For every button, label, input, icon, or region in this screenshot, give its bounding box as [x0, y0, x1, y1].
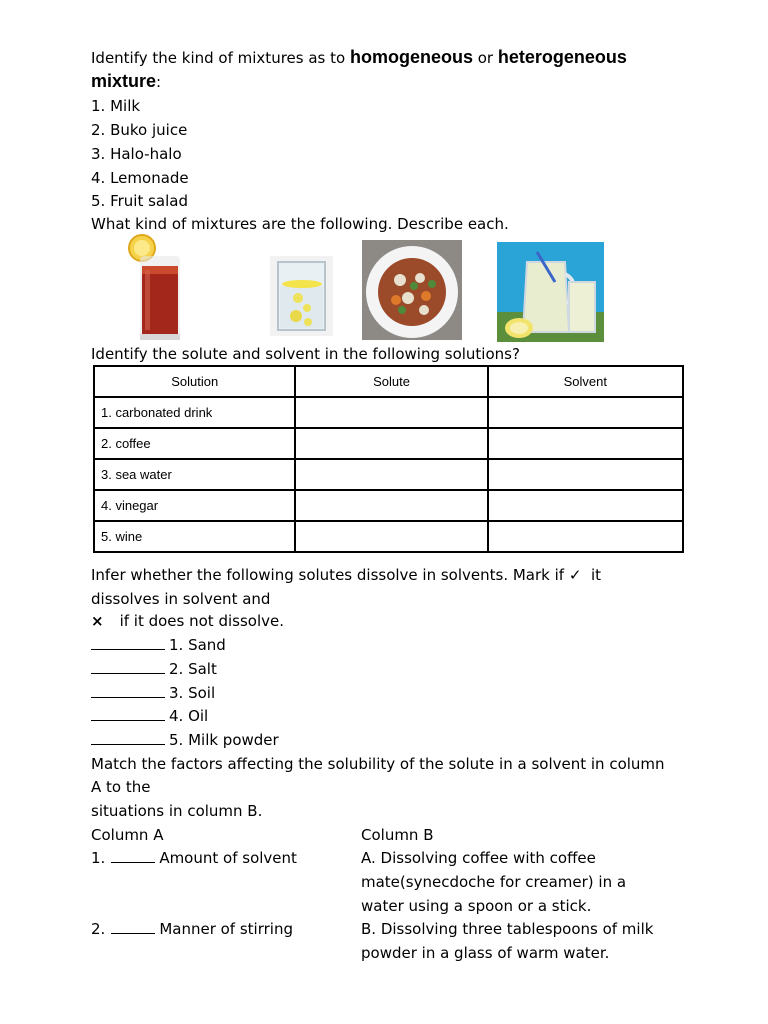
instruction-text: it — [581, 566, 602, 584]
table-row — [94, 490, 683, 521]
item-label: 3. Soil — [169, 684, 216, 702]
iced-tea-image — [126, 234, 184, 342]
item-label: 5. Milk powder — [169, 731, 279, 749]
column-a-item — [91, 848, 297, 868]
answer-blank[interactable] — [91, 706, 165, 721]
answer-blank[interactable] — [111, 848, 155, 863]
item-text-line: A. Dissolving coffee with coffee — [361, 849, 596, 867]
solvent-answer-cell[interactable] — [488, 490, 683, 521]
instruction-text: if it does not dissolve. — [119, 612, 284, 630]
header-solvent: Solvent — [488, 366, 683, 397]
solvent-answer-cell[interactable] — [488, 521, 683, 552]
section5-instruction-cont: A to the — [91, 778, 151, 796]
column-a-item — [91, 919, 293, 939]
answer-item — [91, 730, 279, 750]
answer-blank[interactable] — [91, 683, 165, 698]
section2-instruction: What kind of mixtures are the following. Describe each. — [91, 215, 509, 233]
oil-beaker-image — [270, 256, 333, 336]
solution-cell: 2. coffee — [94, 428, 295, 459]
header-solute: Solute — [295, 366, 487, 397]
or-word: or — [472, 49, 498, 67]
solution-cell: 5. wine — [94, 521, 295, 552]
table-row — [94, 428, 683, 459]
solution-cell: 1. carbonated drink — [94, 397, 295, 428]
table-row — [94, 459, 683, 490]
section4-instruction — [91, 565, 601, 585]
solvent-answer-cell[interactable] — [488, 428, 683, 459]
section3-instruction: Identify the solute and solvent in the following solutions? — [91, 345, 520, 363]
answer-item — [91, 635, 226, 655]
list-item: 1. Milk — [91, 97, 141, 115]
item-label: Manner of stirring — [159, 920, 293, 938]
list-item: 3. Halo-halo — [91, 145, 182, 163]
item-label: 1. Sand — [169, 636, 226, 654]
item-label: 4. Oil — [169, 707, 209, 725]
answer-item — [91, 706, 208, 726]
solute-answer-cell[interactable] — [295, 459, 487, 490]
answer-blank[interactable] — [91, 730, 165, 745]
item-text-line: water using a spoon or a stick. — [361, 897, 592, 915]
answer-item — [91, 659, 217, 679]
cross-mark-icon: × — [91, 612, 104, 630]
table-row — [94, 521, 683, 552]
column-b-item — [361, 846, 626, 918]
section4-instruction-cont — [91, 611, 284, 631]
solvent-answer-cell[interactable] — [488, 397, 683, 428]
item-text-line: mate(synecdoche for creamer) in a — [361, 873, 627, 891]
section4-instruction-cont: dissolves in solvent and — [91, 590, 271, 608]
solute-answer-cell[interactable] — [295, 397, 487, 428]
solute-answer-cell[interactable] — [295, 490, 487, 521]
section1-instruction — [91, 47, 627, 68]
list-item: 2. Buko juice — [91, 121, 188, 139]
instruction-text: Identify the kind of mixtures as to — [91, 49, 350, 67]
section1-instruction-cont — [91, 71, 161, 92]
item-number: 2. — [91, 920, 106, 938]
column-a-header: Column A — [91, 826, 164, 844]
solute-answer-cell[interactable] — [295, 428, 487, 459]
item-label: Amount of solvent — [159, 849, 297, 867]
section5-instruction: Match the factors affecting the solubility of the solute in a solvent in column — [91, 755, 665, 773]
header-solution: Solution — [94, 366, 295, 397]
section5-instruction-cont: situations in column B. — [91, 802, 263, 820]
column-b-header: Column B — [361, 826, 434, 844]
list-item: 5. Fruit salad — [91, 192, 188, 210]
item-text-line: B. Dissolving three tablespoons of milk — [361, 920, 654, 938]
item-label: 2. Salt — [169, 660, 217, 678]
item-text-line: powder in a glass of warm water. — [361, 944, 610, 962]
solution-cell: 3. sea water — [94, 459, 295, 490]
column-b-item — [361, 917, 653, 965]
answer-blank[interactable] — [91, 635, 165, 650]
colon: : — [156, 73, 162, 91]
soup-bowl-image — [362, 240, 462, 340]
solute-answer-cell[interactable] — [295, 521, 487, 552]
heterogeneous-word: heterogeneous — [497, 47, 627, 67]
check-mark-icon: ✓ — [568, 566, 582, 584]
table-header-row — [94, 366, 683, 397]
solute-solvent-table — [93, 365, 684, 553]
table-row — [94, 397, 683, 428]
answer-item — [91, 683, 215, 703]
answer-blank[interactable] — [91, 659, 165, 674]
mixture-word: mixture — [91, 71, 157, 91]
homogeneous-word: homogeneous — [349, 47, 473, 67]
solution-cell: 4. vinegar — [94, 490, 295, 521]
solvent-answer-cell[interactable] — [488, 459, 683, 490]
instruction-text: Infer whether the following solutes dissolve in solvents. Mark if — [91, 566, 569, 584]
item-number: 1. — [91, 849, 106, 867]
answer-blank[interactable] — [111, 919, 155, 934]
lemonade-image — [497, 242, 604, 342]
list-item: 4. Lemonade — [91, 169, 189, 187]
